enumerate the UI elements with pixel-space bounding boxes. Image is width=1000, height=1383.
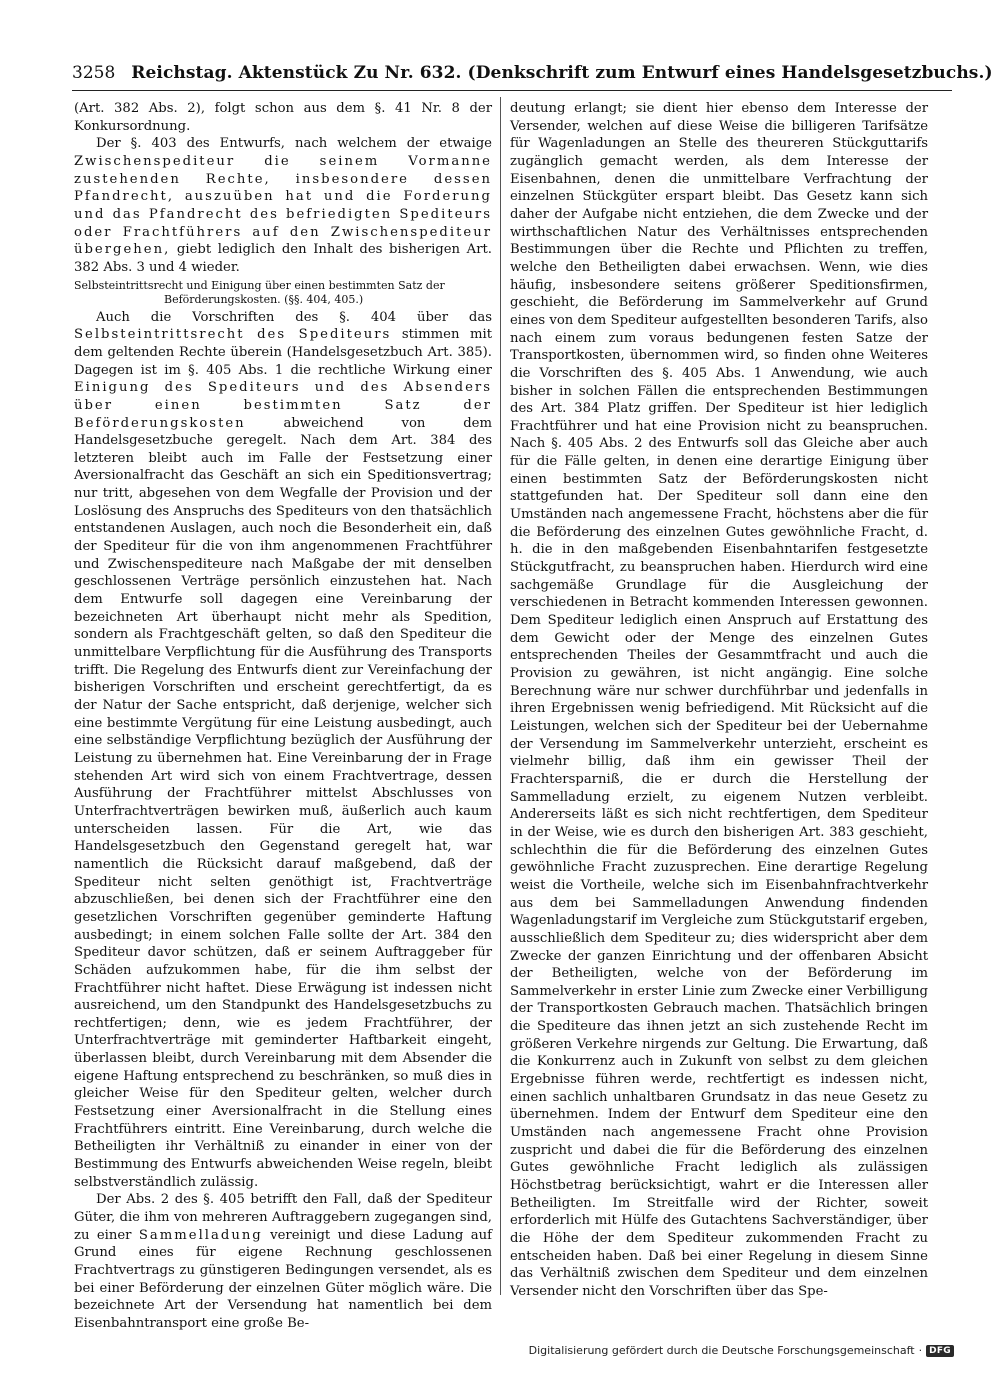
dfg-logo-icon: DFG — [926, 1345, 954, 1357]
text-run: Der Abs. 2 des §. 405 betrifft den Fall, daß der Spediteur Güter, die ihm von mehreren Auftraggebern zugegangen sind, zu einer — [74, 1192, 492, 1243]
paragraph: deutung erlangt; sie dient hier ebenso dem Interesse der Versender, welchen auf diese Weise die billigeren Tarifsätze für Wagenladungen an Stelle des theureren Stückguttarifs zugänglich gemacht werden, als dem Interesse der Eisenbahnen, denen die unmittelbare Verfrachtung der einzelnen Stückgüter erspart bleibt. Das Gesetz kann sich daher der Aufgabe nicht entziehen, die dem Zwecke und der wirthschaftlichen Natur des Verhältnisses entsprechenden Bestimmungen über die Rechte und Pflichten zu treffen, welche den Betheiligten dabei erwachsen. Wenn, wie dies häufig, insbesondere seitens größerer Speditionsfirmen, geschieht, die Beförderung im Sammelverkehr auf Grund eines von dem Spediteur aufgestellten besonderen Tarifs, also nach einem zum voraus bedungenen festen Satze der Transportkosten, übernommen wird, so finden ohne Weiteres die Vorschriften des §. 405 Abs. 1 Anwendung, wie auch bisher in solchen Fällen die entsprechenden Bestimmungen des Art. 384 Platz griffen. Der Spediteur ist hier lediglich Frachtführer und hat eine Provision nicht zu beanspruchen. Nach §. 405 Abs. 2 des Entwurfs soll das Gleiche aber auch für die Fälle gelten, in denen eine derartige Einigung über einen bestimmten Satz der Beförderungskosten nicht stattgefunden hat. Der Spediteur soll dann eine den Umständen nach angemessene Fracht, höchstens aber die für die Beförderung des einzelnen Gutes gewöhnliche Fracht, d. h. die in den maßgebenden Eisenbahntarifen festgesetzte Stückgutfracht, zu beanspruchen haben. Hierdurch wird eine sachgemäße Grundlage für die Ausgleichung der verschiedenen in Betracht kommenden Interessen gewonnen. Dem Spediteur lediglich einen Anspruch auf Erstattung des dem Gewicht oder der Menge des einzelnen Gutes entsprechenden Theiles der Gesammtfracht und auch die Provision zu gewähren, ist nicht angängig. Eine solche Berechnung wäre nur schwer durchführbar und jedenfalls in ihren Ergebnissen wenig befriedigend. Mit Rücksicht auf die Leistungen, welchen sich der Spediteur bei der Uebernahme der Versendung im Sammelverkehr unterzieht, erscheint es vielmehr billig, daß ihm ein gewisser Theil der Frachtersparniß, die er durch die Herstellung der Sammelladung erzielt, zu eigenem Nutzen verbleibt. Andererseits läßt es sich nicht rechtfertigen, dem Spediteur in der Weise, wie es durch den bisherigen Art. 383 geschieht, schlechthin die für die Beförderung des einzelnen Gutes gewöhnliche Fracht zuzusprechen. Eine derartige Regelung weist die Vortheile, welche sich im Eisenbahnfrachtverkehr aus dem bei Sammelladungen Anwendung findenden Wagenladungstarif im Vergleiche zum Stückgutstarif ergeben, ausschließlich dem Spediteur zu; dies widerspricht aber dem Zwecke der ganzen Einrichtung und der offenbaren Absicht der Betheiligten, welche von der Beförderung im Sammelverkehr in erster Linie zum Zwecke einer Verbilligung der Transportkosten Gebrauch machen. Thatsächlich bringen die Spediteure das ihnen jetzt an sich zustehende Recht im größeren Verkehre nirgends zur Geltung. Die Erwartung, daß die Konkurrenz auch in Zukunft von selbst zu dem gleichen Ergebnisse führen werde, rechtfertigt es indessen nicht, einen sachlich unhaltbaren Grundsatz in das neue Gesetz zu übernehmen. Indem der Entwurf dem Spediteur eine den Umständen nach angemessene Fracht ohne Provision zuspricht und dabei die für die Beförderung des einzelnen Gutes gewöhnliche Fracht lediglich als zulässigen Höchstbetrag berücksichtigt, wahrt er die Interessen aller Betheiligten. Im Streitfalle wird der Richter, soweit erforderlich mit Hülfe des Gutachtens Sachverständiger, über die Höhe der dem Spediteur zukommenden Fracht zu entscheiden haben. Daß bei einer Regelung in diesem Sinne das Verhältniß zwischen dem Spediteur und dem einzelnen Versender nicht den Vorschriften über das Spe- — [510, 101, 928, 1299]
emphasized-text: Sammelladung — [138, 1227, 263, 1243]
paragraph — [74, 1191, 492, 1332]
page-number: 3258 — [72, 63, 116, 83]
page-header — [72, 62, 993, 84]
emphasized-text: Einigung des Spediteurs und des Absenders über einen bestimmten Satz der Beförderungskosten — [74, 380, 492, 431]
text-run: abweichend von dem Handelsgesetzbuche geregelt. Nach dem Art. 384 des letzteren bleibt auch im Falle der Festsetzung einer Aversionalfracht das Geschäft an sich ein Speditionsvertrag; nur tritt, abgesehen von dem Wegfalle der Provision und der Loslösung des Anspruchs des Spediteurs von den thatsächlich entstandenen Auslagen, auch noch die Besonderheit ein, daß der Spediteur für die von ihm angenommenen Frachtführer und Zwischenspediteure nach Maßgabe der mit denselben geschlossenen Verträge persönlich einzustehen hat. Nach dem Entwurfe soll dagegen eine Vereinbarung der bezeichneten Art überhaupt nicht mehr als Spedition, sondern als Frachtgeschäft gelten, so daß den Spediteur die unmittelbare Verpflichtung für die Ausführung des Transports trifft. Die Regelung des Entwurfs dient zur Vereinfachung der bisherigen Vorschriften und erscheint gerechtfertigt, da es der Natur der Sache entspricht, daß derjenige, welcher sich eine bestimmte Vergütung für eine Leistung ausbedingt, auch eine selbständige Verpflichtung bezüglich der Ausführung der Leistung zu übernehmen hat. Eine Vereinbarung der in Frage stehenden Art wird sich von einem Frachtvertrage, dessen Ausführung der Frachtführer mittelst Abschlusses von Unterfrachtverträgen bewirken muß, äußerlich auch kaum unterscheiden lassen. Für die Art, wie das Handelsgesetzbuch den Gegenstand geregelt hat, war namentlich die Rücksicht darauf maßgebend, daß der Spediteur nicht selten genöthigt ist, Frachtverträge abzuschließen, bei denen sich der Frachtführer eine den gesetzlichen Vorschriften gegenüber geminderte Haftung ausbedingt; in einem solchen Falle sollte der Art. 384 den Spediteur davor schützen, daß er seinem Auftraggeber für Schäden aufzukommen habe, für die ihm selbst der Frachtführer nicht haftet. Diese Erwägung ist indessen nicht ausreichend, um den Standpunkt des Handelsgesetzbuchs zu rechtfertigen; denn, wie es jedem Frachtführer, der Unterfrachtverträge mit geminderter Haftbarkeit eingeht, überlassen bleibt, durch Vereinbarung mit dem Absender die eigene Haftung entsprechend zu beschränken, so muß dies in gleicher Weise für den Spediteur gelten, welcher durch Festsetzung einer Aversionalfracht in die Stellung eines Frachtführers eintritt. Eine Vereinbarung, durch welche die Betheiligten ihr Verhältniß zu einander in einer von der Bestimmung des Entwurfs abweichenden Weise regeln, bleibt selbstverständlich zulässig. — [74, 415, 492, 1190]
paragraph: (Art. 382 Abs. 2), folgt schon aus dem §. 41 Nr. 8 der Konkursordnung. — [74, 101, 492, 134]
credit-text: Digitalisierung gefördert durch die Deutsche Forschungsgemeinschaft — [528, 1344, 915, 1357]
section-sidenote — [74, 279, 492, 307]
emphasized-text: Zwischenspediteur die seinem Vormanne zustehenden Rechte, insbesondere dessen Pfandrecht, auszuüben hat und die Forderung und das Pfandrecht des befriedigten Spediteurs oder Frachtführers auf den Zwischenspediteur übergehen, — [74, 153, 492, 258]
text-run: Auch die Vorschriften des §. 404 über das — [96, 309, 492, 325]
digitization-credit — [529, 1344, 954, 1357]
text-run: giebt lediglich den Inhalt des bisherigen Art. 382 Abs. 3 und 4 wieder. — [74, 242, 492, 275]
sidenote-line: Beförderungskosten. (§§. 404, 405.) — [164, 292, 364, 306]
column-divider — [500, 97, 501, 1295]
sidenote-line: Selbsteintrittsrecht und Einigung über einen bestimmten Satz der — [74, 278, 445, 292]
paragraph — [74, 135, 492, 276]
right-column — [510, 100, 928, 1299]
paragraph — [74, 309, 492, 1192]
running-title: Reichstag. Aktenstück Zu Nr. 632. (Denkschrift zum Entwurf eines Handelsgesetzbuchs.) — [131, 63, 993, 83]
emphasized-text: Selbsteintrittsrecht des Spediteurs — [74, 327, 392, 343]
text-run: stimmen mit dem geltenden Rechte überein (Handelsgesetzbuch Art. 385). Dagegen ist im §. 405 Abs. 1 die rechtliche Wirkung einer — [74, 327, 493, 378]
separator-icon: · — [918, 1344, 923, 1357]
text-run: Der §. 403 des Entwurfs, nach welchem der etwaige — [96, 136, 492, 152]
left-column — [74, 100, 493, 1331]
header-rule — [72, 90, 952, 91]
text-run: vereinigt und diese Ladung auf Grund eines für eigene Rechnung geschlossenen Frachtvertrags zu günstigeren Bedingungen versendet, als es bei einer Beförderung der einzelnen Güter möglich wäre. Die bezeichnete Art der Versendung hat namentlich bei dem Eisenbahntransport eine große Be- — [74, 1227, 492, 1331]
